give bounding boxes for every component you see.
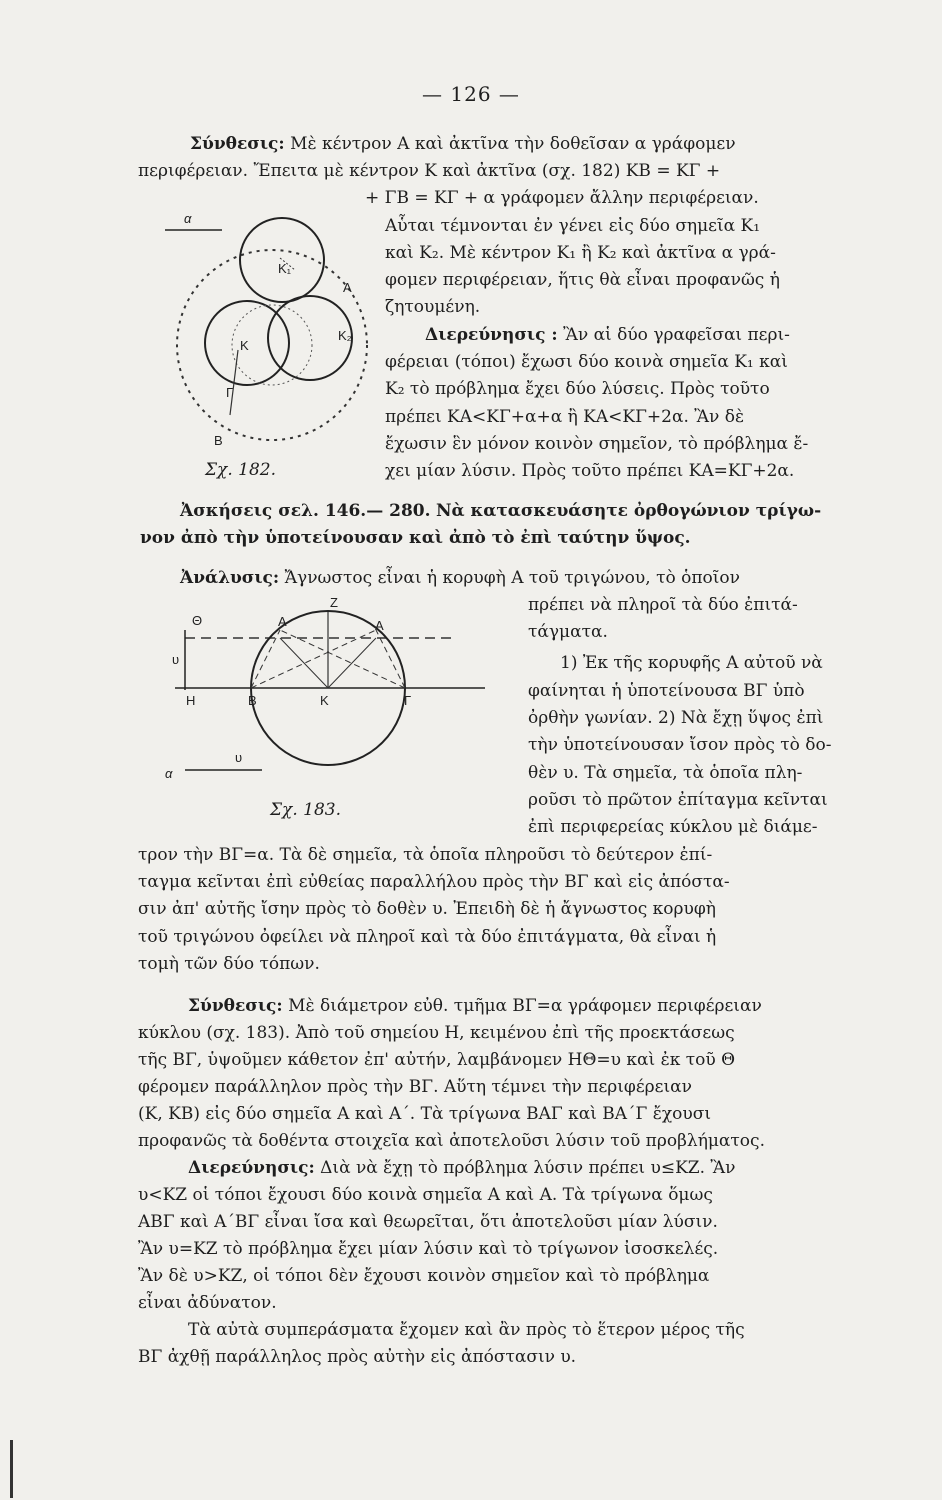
margin-mark [10, 1440, 13, 1498]
discussion2-text: Διὰ νὰ ἔχῃ τὸ πρόβλημα λύσιν πρέπει υ≤ΚΖ. Ἂν [320, 1158, 736, 1178]
analysis-line-5: φαίνηται ἡ ὑποτείνουσα ΒΓ ὑπὸ [528, 681, 805, 701]
synthesis-text: Μὲ κέντρον Α καὶ ἀκτῖνα τὴν δοθεῖσαν α γράφομεν [290, 134, 736, 154]
figure-183 [160, 590, 520, 800]
synthesis2-line-1 [188, 995, 762, 1017]
label-K2: Κ₂ [338, 328, 352, 343]
label-K: Κ [320, 693, 329, 708]
discussion2-line-5: Ἂν δὲ υ>ΚΖ, οἱ τόποι δὲν ἔχουσι κοινὸν σημεῖον καὶ τὸ πρόβλημα [138, 1266, 710, 1286]
exercise-title: Νὰ κατασκευάσητε ὀρθογώνιον τρίγω- [435, 501, 822, 521]
discussion2-line-4: Ἂν υ=ΚΖ τὸ πρόβλημα ἔχει μίαν λύσιν καὶ τὸ τρίγωνον ἰσοσκελές. [138, 1239, 719, 1259]
label-alpha: α [165, 766, 173, 781]
analysis-line-3: τάγματα. [528, 622, 608, 642]
exercise-line-1 [180, 500, 821, 522]
analysis-line-14: τοῦ τριγώνου ὀφείλει νὰ πληροῖ καὶ τὰ δύο ἐπιτάγματα, θὰ εἶναι ἡ [138, 927, 717, 947]
discussion-line-4: πρέπει ΚΑ<ΚΓ+α+α ἢ ΚΑ<ΚΓ+2α. Ἂν δὲ [385, 407, 745, 427]
exercise-ref: Ἀσκήσεις σελ. 146.— 280. [180, 501, 431, 521]
discussion-line-3: Κ₂ τὸ πρόβλημα ἔχει δύο λύσεις. Πρὸς τοῦτο [385, 379, 770, 399]
label-H: Η [186, 693, 196, 708]
synthesis2-text: Μὲ διάμετρον εὐθ. τμῆμα ΒΓ=α γράφομεν περιφέρειαν [288, 996, 762, 1016]
synthesis-line-3: + ΓΒ = ΚΓ + α γράφομεν ἄλλην περιφέρειαν. [365, 188, 759, 208]
analysis-heading: Ἀνάλυσις: [180, 568, 280, 588]
discussion2-heading: Διερεύνησις: [188, 1158, 315, 1178]
label-A2: Α [375, 618, 384, 633]
synthesis-line-1 [190, 133, 736, 155]
discussion-text: Ἂν αἱ δύο γραφεῖσαι περι- [563, 325, 790, 345]
synthesis-line-2: περιφέρειαν. Ἔπειτα μὲ κέντρον Κ καὶ ἀκτῖνα (σχ. 182) ΚΒ = ΚΓ + [138, 161, 721, 181]
final-line-2: ΒΓ ἀχθῇ παράλληλος πρὸς αὐτὴν εἰς ἀπόστασιν υ. [138, 1347, 577, 1367]
figure-182 [160, 200, 385, 455]
label-alpha: α [184, 211, 192, 226]
segment-AK [280, 638, 328, 688]
synthesis2-heading: Σύνθεσις: [188, 996, 283, 1016]
exercise-line-2: νον ἀπὸ τὴν ὑποτείνουσαν καὶ ἀπὸ τὸ ἐπὶ ταύτην ὕψος. [140, 528, 691, 548]
analysis-line-1 [180, 567, 740, 589]
label-K1: Κ₁ [278, 261, 292, 276]
synthesis2-line-6: προφανῶς τὰ δοθέντα στοιχεῖα καὶ ἀποτελοῦσι λύσιν τοῦ προβλήματος. [138, 1131, 765, 1151]
discussion2-line-3: ΑΒΓ καὶ Α΄ΒΓ εἶναι ἴσα καὶ θεωρεῖται, ὅτι ἀποτελοῦσι μίαν λύσιν. [138, 1212, 718, 1232]
synthesis-heading: Σύνθεσις: [190, 134, 285, 154]
page-number: — 126 — [422, 82, 520, 106]
given-circle-A [240, 218, 324, 302]
synthesis-line-4: Αὗται τέμνονται ἐν γένει εἰς δύο σημεῖα Κ₁ [385, 216, 761, 236]
label-upsilon: υ [172, 652, 180, 667]
synthesis-line-5: καὶ Κ₂. Μὲ κέντρον Κ₁ ἢ Κ₂ καὶ ἀκτῖνα α γρά- [385, 243, 776, 263]
analysis-line-13: σιν ἀπ' αὐτῆς ἴσην πρὸς τὸ δοθὲν υ. Ἐπειδὴ δὲ ἡ ἄγνωστος κορυφὴ [138, 899, 716, 919]
analysis-line-6: ὀρθὴν γωνίαν. 2) Νὰ ἔχῃ ὕψος ἐπὶ [528, 708, 824, 728]
figure-183-caption: Σχ. 183. [270, 800, 341, 820]
figure-182-caption: Σχ. 182. [205, 460, 276, 480]
label-B: Β [214, 433, 223, 448]
label-A: Α [343, 280, 352, 295]
analysis-line-15: τομὴ τῶν δύο τόπων. [138, 954, 320, 974]
analysis-line-4: 1) Ἐκ τῆς κορυφῆς Α αὐτοῦ νὰ [560, 653, 823, 673]
discussion2-line-2: υ<ΚΖ οἱ τόποι ἔχουσι δύο κοινὰ σημεῖα Α καὶ Α. Τὰ τρίγωνα ὅμως [138, 1185, 713, 1205]
discussion-line-1 [425, 324, 790, 346]
analysis-line-7: τὴν ὑποτείνουσαν ἴσον πρὸς τὸ δο- [528, 735, 832, 755]
synthesis2-line-2: κύκλου (σχ. 183). Ἀπὸ τοῦ σημείου Η, κειμένου ἐπὶ τῆς προεκτάσεως [138, 1023, 735, 1043]
label-Gamma: Γ [226, 385, 234, 400]
label-Theta: Θ [192, 613, 203, 628]
analysis-line-11: τρον τὴν ΒΓ=α. Τὰ δὲ σημεῖα, τὰ ὁποῖα πληροῦσι τὸ δεύτερον ἐπί- [138, 845, 713, 865]
label-A1: Α [278, 614, 287, 629]
synthesis2-line-3: τῆς ΒΓ, ὑψοῦμεν κάθετον ἐπ' αὐτήν, λαμβάνομεν ΗΘ=υ καὶ ἐκ τοῦ Θ [138, 1050, 736, 1070]
analysis-line-8: θὲν υ. Τὰ σημεῖα, τὰ ὁποῖα πλη- [528, 763, 803, 783]
label-B: Β [248, 693, 257, 708]
analysis-line-2: πρέπει νὰ πληροῖ τὰ δύο ἐπιτά- [528, 595, 798, 615]
discussion-line-6: χει μίαν λύσιν. Πρὸς τοῦτο πρέπει ΚΑ=ΚΓ+2α. [385, 461, 795, 481]
synthesis2-line-4: φέρομεν παράλληλον πρὸς τὴν ΒΓ. Αὕτη τέμνει τὴν περιφέρειαν [138, 1077, 692, 1097]
label-K: Κ [240, 338, 249, 353]
analysis-line-9: ροῦσι τὸ πρῶτον ἐπίταγμα κεῖνται [528, 790, 828, 810]
analysis-text: Ἄγνωστος εἶναι ἡ κορυφὴ Α τοῦ τριγώνου, τὸ ὁποῖον [284, 568, 740, 588]
label-upsilon-given: υ [235, 750, 243, 765]
synthesis2-line-5: (Κ, ΚΒ) εἰς δύο σημεῖα Α καὶ Α΄. Τὰ τρίγωνα ΒΑΓ καὶ ΒΑ΄Γ ἔχουσι [138, 1104, 712, 1124]
segment-A2K [328, 638, 376, 688]
final-line-1: Τὰ αὐτὰ συμπεράσματα ἔχομεν καὶ ἂν πρὸς τὸ ἕτερον μέρος τῆς [188, 1320, 745, 1340]
discussion2-line-1 [188, 1157, 736, 1179]
discussion-line-5: ἔχωσιν ἓν μόνον κοινὸν σημεῖον, τὸ πρόβλημα ἔ- [385, 434, 809, 454]
discussion-heading: Διερεύνησις : [425, 325, 558, 345]
synthesis-line-7: ζητουμένη. [385, 297, 481, 317]
label-Gamma: Γ [404, 693, 412, 708]
discussion-line-2: φέρειαι (τόποι) ἔχωσι δύο κοινὰ σημεῖα Κ₁ καὶ [385, 352, 788, 372]
analysis-line-12: ταγμα κεῖνται ἐπὶ εὐθείας παραλλήλου πρὸς τὴν ΒΓ καὶ εἰς ἀπόστα- [138, 872, 730, 892]
synthesis-line-6: φομεν περιφέρειαν, ἥτις θὰ εἶναι προφανῶς ἡ [385, 270, 780, 290]
discussion2-line-6: εἶναι ἀδύνατον. [138, 1293, 277, 1313]
label-Z: Ζ [330, 595, 338, 610]
analysis-line-10: ἐπὶ περιφερείας κύκλου μὲ διάμε- [528, 817, 818, 837]
